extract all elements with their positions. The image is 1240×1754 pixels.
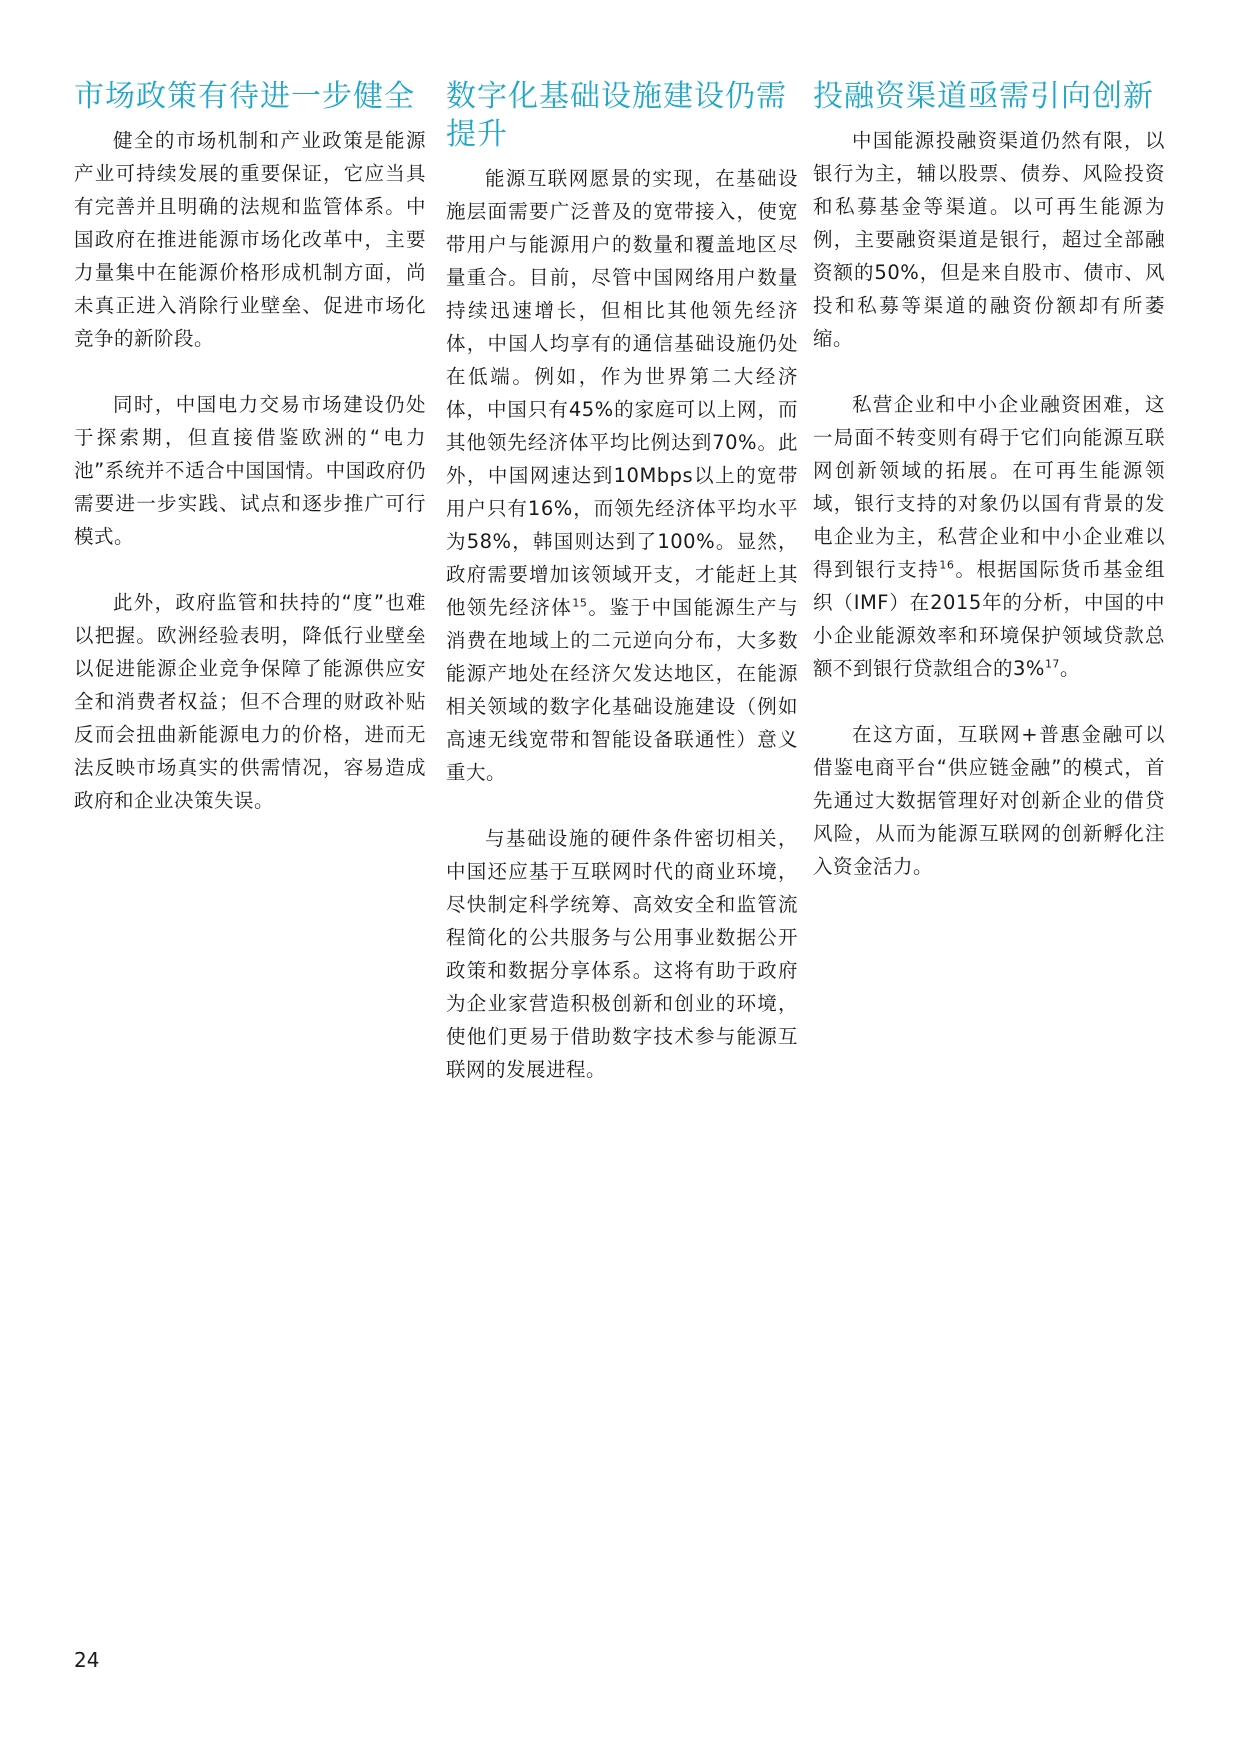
- section-heading: 市场政策有待进一步健全: [74, 79, 415, 114]
- section-heading: 数字化基础设施建设仍需提升: [446, 79, 787, 152]
- column-digital-infrastructure: [446, 78, 798, 1119]
- paragraph: 中国能源投融资渠道仍然有限，以银行为主，辅以股票、债券、风险投资和私募基金等渠道。以可再生能源为例，主要融资渠道是银行，超过全部融资额的50%，但是来自股市、债市、风投和私募等渠道的融资份额却有所萎缩。: [813, 129, 1165, 350]
- paragraph-text: 。根据国际货币基金组织（IMF）在2015年的分析，中国的中小企业能源效率和环境保护领域贷款总额不到银行贷款组合的3%: [813, 558, 1165, 680]
- paragraph: 与基础设施的硬件条件密切相关，中国还应基于互联网时代的商业环境，尽快制定科学统筹、高效安全和监管流程简化的公共服务与公用事业数据公开政策和数据分享体系。这将有助于政府为企业家营造积极创新和创业的环境，使他们更易于借助数字技术参与能源互联网的发展进程。: [446, 827, 798, 1081]
- paragraph: [446, 162, 798, 789]
- paragraph: [813, 388, 1165, 685]
- footnote-ref: 17: [1044, 657, 1060, 671]
- section-heading: 投融资渠道亟需引向创新: [813, 79, 1154, 114]
- paragraph-text: 。: [1059, 657, 1080, 680]
- paragraph: 在这方面，互联网+普惠金融可以借鉴电商平台“供应链金融”的模式，首先通过大数据管理好对创新企业的借贷风险，从而为能源互联网的创新孵化注入资金活力。: [813, 723, 1165, 878]
- paragraph-text: 。鉴于中国能源生产与消费在地域上的二元逆向分布，大多数能源产地处在经济欠发达地区，在能源相关领域的数字化基础设施建设（例如高速无线宽带和智能设备联通性）意义重大。: [446, 596, 798, 784]
- paragraph-text: 私营企业和中小企业融资困难，这一局面不转变则有碍于它们向能源互联网创新领域的拓展。在可再生能源领域，银行支持的对象仍以国有背景的发电企业为主，私营企业和中小企业难以得到银行支持: [813, 393, 1165, 581]
- footnote-ref: 16: [939, 558, 955, 572]
- column-financing-channels: [813, 78, 1165, 916]
- paragraph: 健全的市场机制和产业政策是能源产业可持续发展的重要保证，它应当具有完善并且明确的法规和监管体系。中国政府在推进能源市场化改革中，主要力量集中在能源价格形成机制方面，尚未真正进入消除行业壁垒、促进市场化竞争的新阶段。: [74, 129, 426, 350]
- paragraph: 同时，中国电力交易市场建设仍处于探索期，但直接借鉴欧洲的“电力池”系统并不适合中国国情。中国政府仍需要进一步实践、试点和逐步推广可行模式。: [74, 393, 426, 548]
- column-market-policy: [74, 78, 426, 850]
- page-number: 24: [74, 1648, 100, 1672]
- footnote-ref: 15: [572, 596, 588, 610]
- paragraph: 此外，政府监管和扶持的“度”也难以把握。欧洲经验表明，降低行业壁垒以促进能源企业竞争保障了能源供应安全和消费者权益；但不合理的财政补贴反而会扭曲新能源电力的价格，进而无法反映市场真实的供需情况，容易造成政府和企业决策失误。: [74, 591, 426, 812]
- paragraph-text: 能源互联网愿景的实现，在基础设施层面需要广泛普及的宽带接入，使宽带用户与能源用户的数量和覆盖地区尽量重合。目前，尽管中国网络用户数量持续迅速增长，但相比其他领先经济体，中国人均享有的通信基础设施仍处在低端。例如，作为世界第二大经济体，中国只有45%的家庭可以上网，而其他领先经济体平均比例达到70%。此外，中国网速达到10Mbps以上的宽带用户只有16%，而领先经济体平均水平为58%，韩国则达到了100%。显然，政府需要增加该领域开支，才能赶上其他领先经济体: [446, 167, 798, 619]
